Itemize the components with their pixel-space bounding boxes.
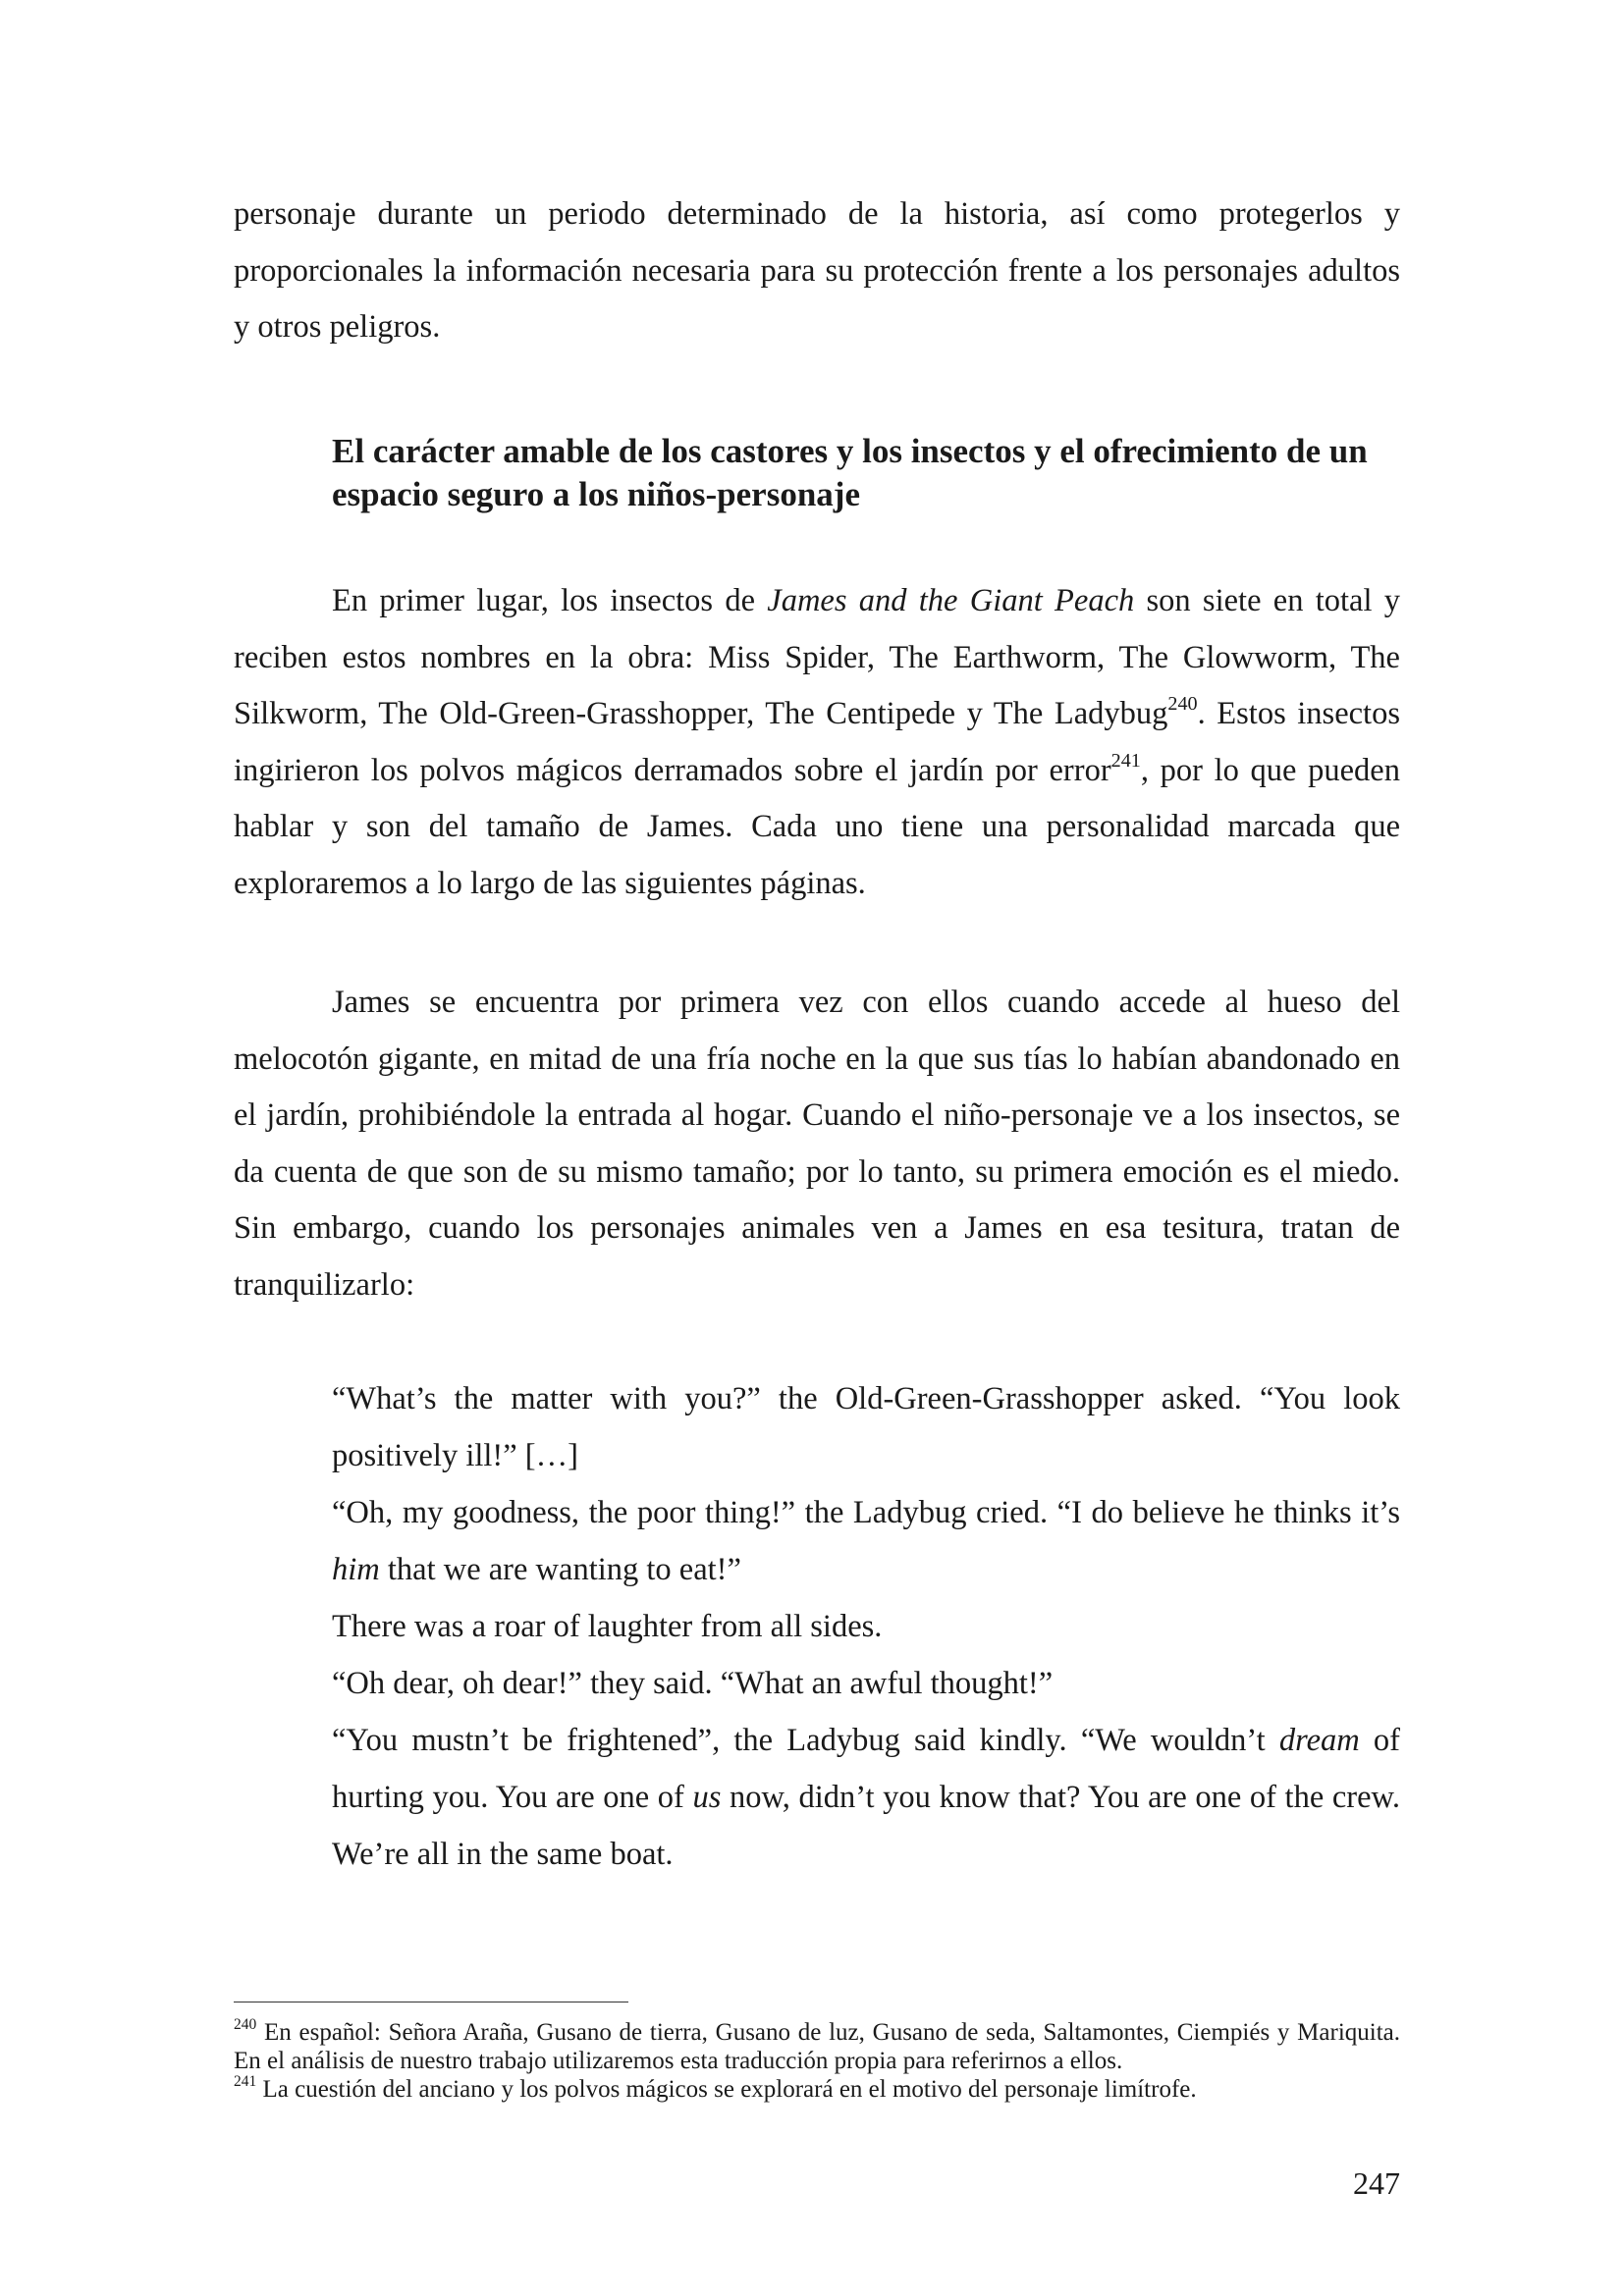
book-title: James and the Giant Peach: [767, 583, 1135, 618]
quote-text: “You mustn’t be frightened”, the Ladybug said kindly. “We wouldn’t: [332, 1723, 1279, 1758]
quote-line: “What’s the matter with you?” the Old-Green-Grasshopper asked. “You look: [332, 1381, 1400, 1416]
footnote-ref-241[interactable]: 241: [1110, 749, 1141, 772]
quote-text: now, didn’t you know that? You are one of the crew.: [721, 1780, 1400, 1815]
footnote-number: 240: [234, 2016, 257, 2034]
block-quote: [332, 1370, 1400, 1883]
footnote-240: [234, 2018, 1400, 2075]
quote-line: “Oh dear, oh dear!” they said. “What an awful thought!”: [332, 1666, 1054, 1701]
quote-text: hurting you. You are one of: [332, 1780, 693, 1815]
paragraph-continuation: personaje durante un periodo determinado de la historia, así como protegerlos y proporcionales la información necesaria para su protección frente a los personajes adultos y otros peligros.: [234, 196, 1400, 346]
paragraph-text: son siete en total y reciben estos nombres en la obra: Miss Spider, The Earthworm, The Glowworm, The Silkworm, The Old-Green-Grasshopper, The Centipede y The Ladybug: [234, 583, 1400, 732]
paragraph-james-meets: James se encuentra por primera vez con ellos cuando accede al hueso del melocotón gigante, en mitad de una fría noche en la que sus tías lo habían abandonado en el jardín, prohibiéndole la entrada al hogar. Cuando el niño-personaje ve a los insectos, se da cuenta de que son de su mismo tamaño; por lo tanto, su primera emoción es el miedo. Sin embargo, cuando los personajes animales ven a James en esa tesitura, tratan de tranquilizarlo:: [234, 985, 1400, 1303]
emphasis: us: [692, 1780, 722, 1815]
paragraph-text: , por lo que pueden hablar y son del tamaño de James. Cada uno tiene una personalidad marcada que exploraremos a lo largo de las siguientes páginas.: [234, 752, 1400, 901]
quote-line: [332, 1712, 1400, 1769]
page-number: 247: [1353, 2165, 1400, 2201]
paragraph-insects-intro: [234, 573, 1400, 913]
emphasis: him: [332, 1552, 380, 1587]
footnote-241: [234, 2075, 1400, 2104]
footnote-text: En español: Señora Araña, Gusano de tierra, Gusano de luz, Gusano de seda, Saltamontes, Ciempiés y Mariquita. En el análisis de nuestro trabajo utilizaremos esta traducción propia para referirnos a ellos.: [234, 2019, 1400, 2074]
paragraph-text: En primer lugar, los insectos de: [332, 583, 768, 618]
paragraph-text: . Estos insectos ingirieron los polvos mágicos derramados sobre el jardín por error: [234, 696, 1400, 788]
quote-line: [332, 1769, 1400, 1826]
footnote-number: 241: [234, 2073, 257, 2091]
emphasis: dream: [1278, 1723, 1360, 1758]
quote-text: of: [1359, 1723, 1400, 1758]
footnote-ref-240[interactable]: 240: [1167, 693, 1198, 716]
footnote-text: La cuestión del anciano y los polvos mágicos se explorará en el motivo del personaje limítrofe.: [256, 2076, 1197, 2103]
quote-line: positively ill!” […]: [332, 1438, 578, 1473]
footnotes: [234, 2018, 1400, 2104]
section-heading: El carácter amable de los castores y los insectos y el ofrecimiento de un espacio seguro a los niños-personaje: [332, 432, 1368, 513]
quote-text: that we are wanting to eat!”: [379, 1552, 741, 1587]
quote-line: There was a roar of laughter from all sides.: [332, 1609, 883, 1644]
quote-line: We’re all in the same boat.: [332, 1837, 674, 1872]
quote-line: “Oh, my goodness, the poor thing!” the Ladybug cried. “I do believe he thinks it’s: [332, 1495, 1400, 1530]
quote-line: [332, 1541, 1400, 1598]
